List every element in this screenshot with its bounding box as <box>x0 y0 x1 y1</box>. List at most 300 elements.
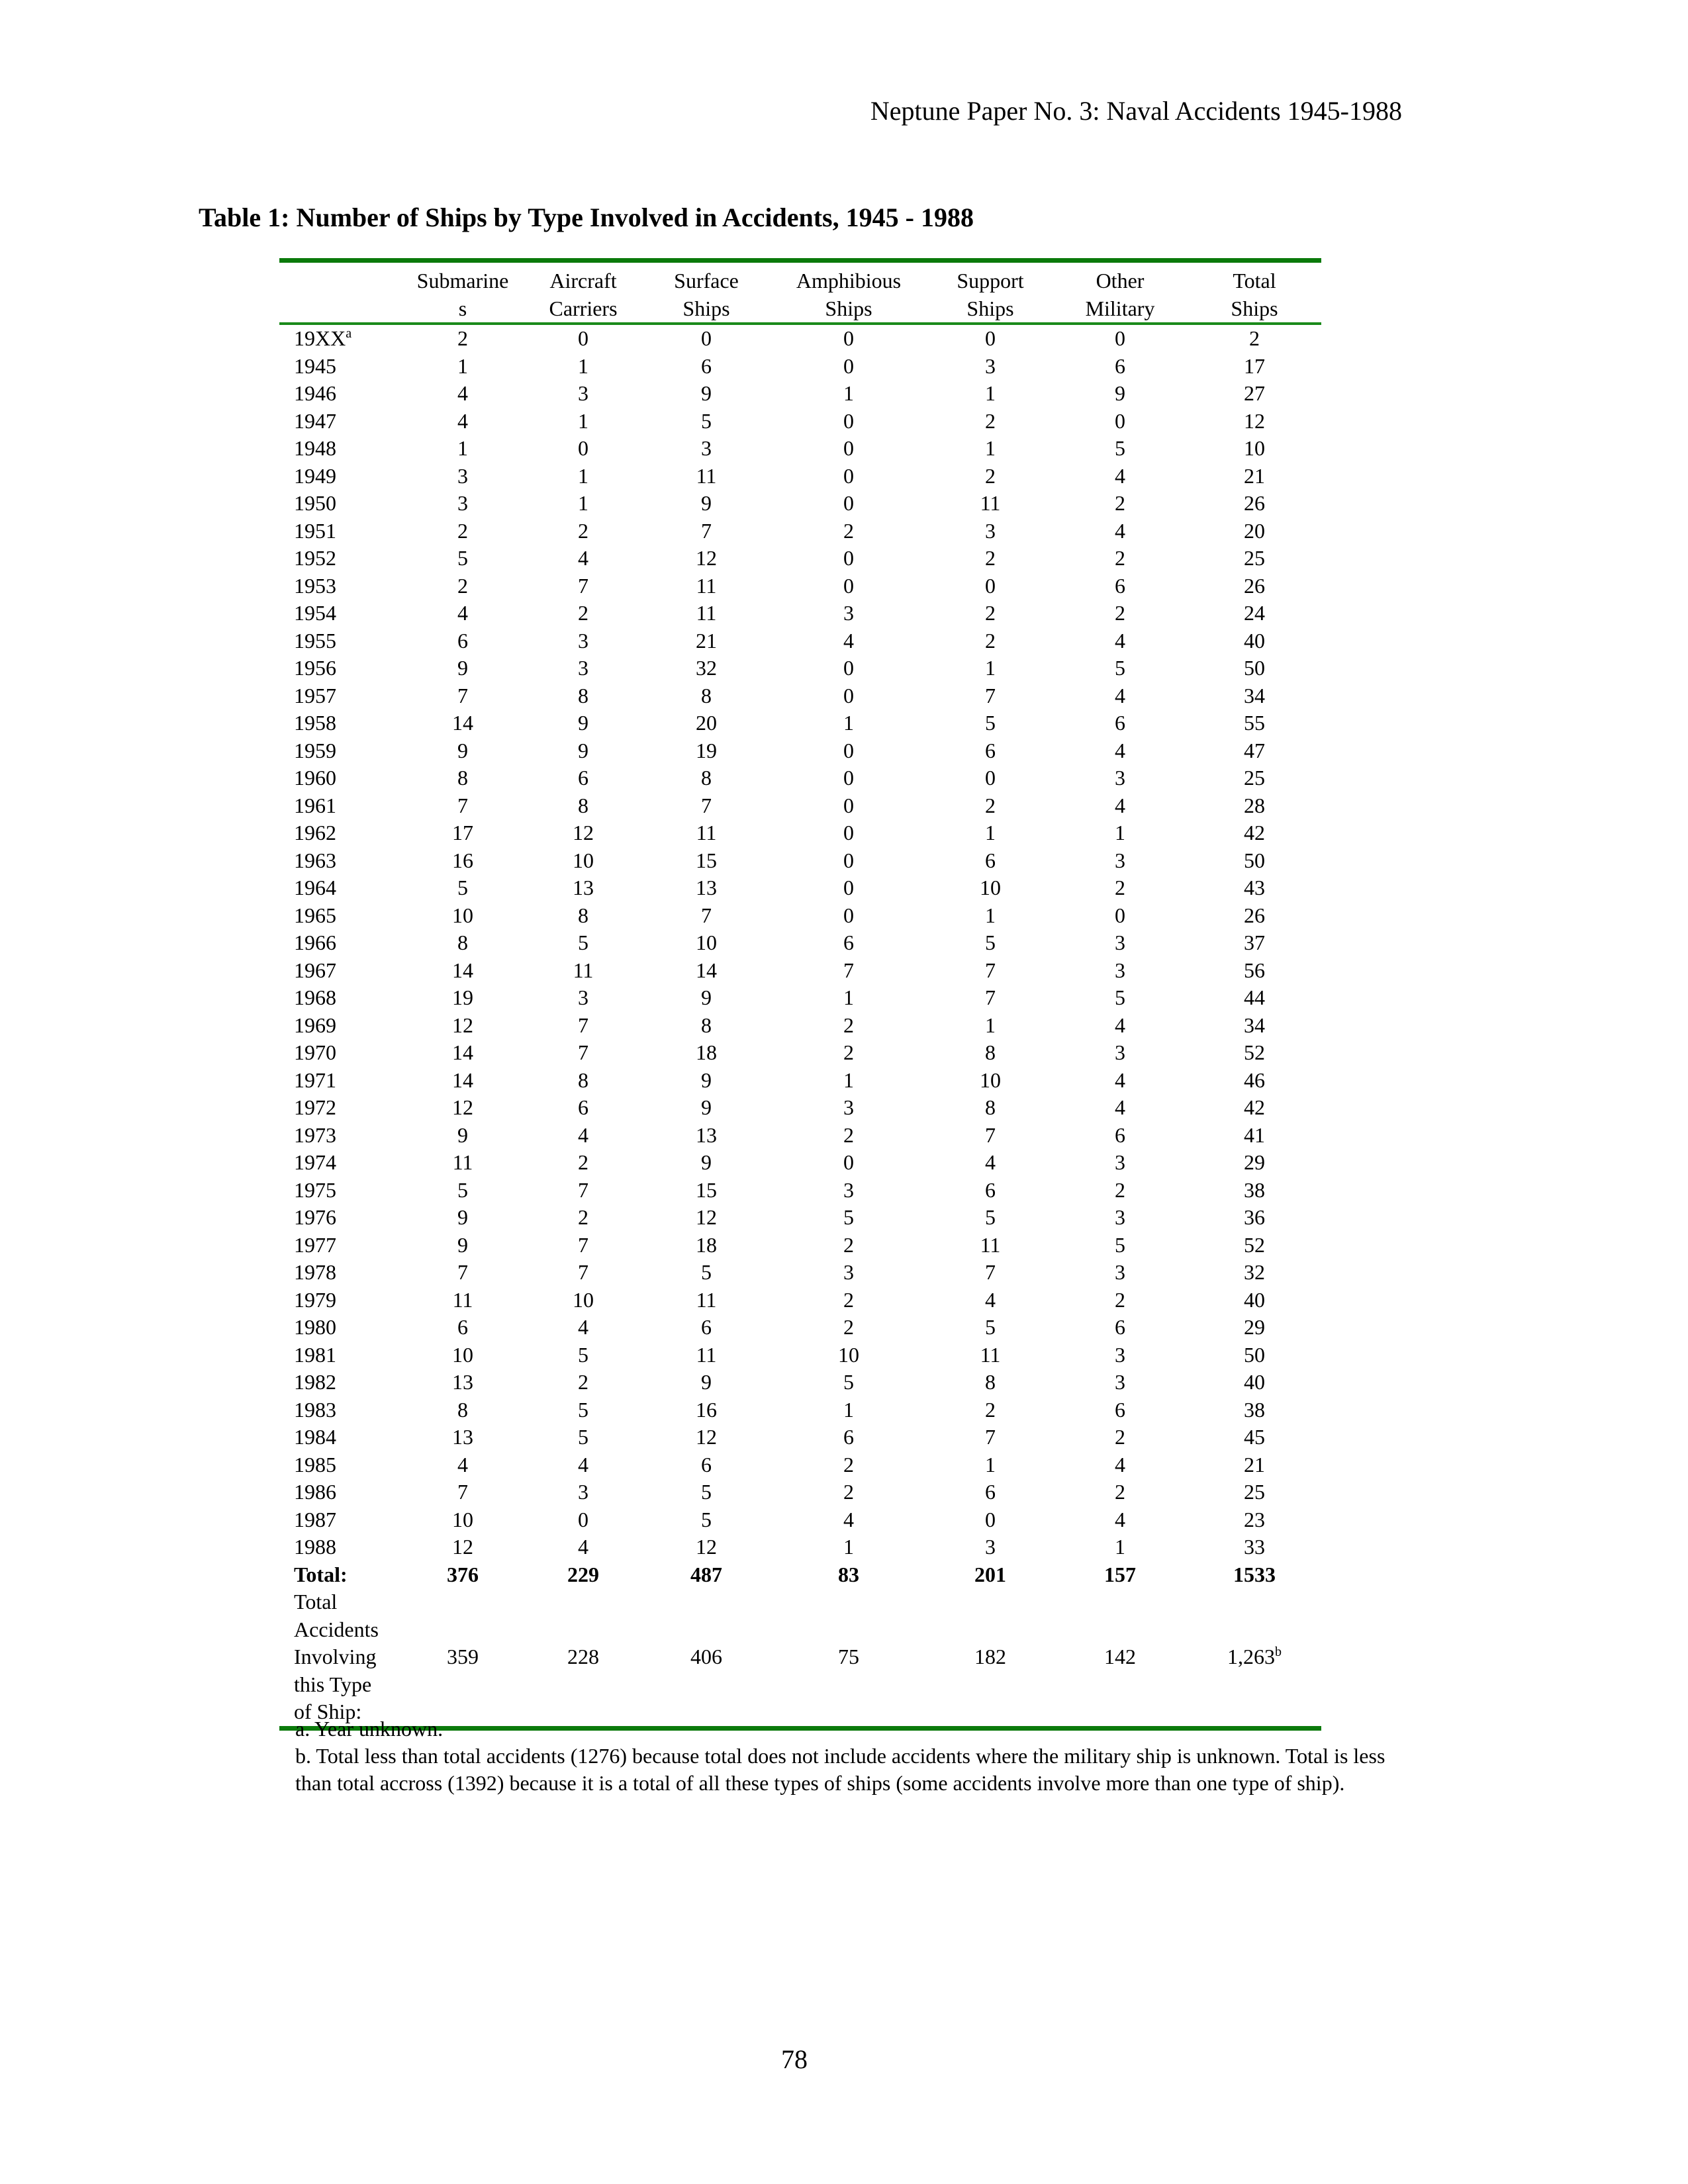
value-cell: 17 <box>1244 353 1265 378</box>
value-cell: 52 <box>1244 1040 1265 1064</box>
value-cell: 6 <box>1115 353 1125 378</box>
value-cell: 4 <box>578 1315 588 1339</box>
value-cell: 3 <box>1115 1342 1125 1367</box>
year-cell <box>279 957 402 985</box>
value-cell: 5 <box>701 408 712 433</box>
value-cell: 2 <box>1115 876 1125 899</box>
value-cell: 7 <box>578 1232 588 1257</box>
value-cell: 2 <box>578 1370 588 1394</box>
year-cell <box>279 1039 402 1067</box>
value-cell: 13 <box>452 1370 473 1394</box>
year-label: 1952 <box>294 546 336 570</box>
value-cell: 9 <box>701 1095 712 1119</box>
accidents-label-line: Total <box>294 1590 338 1614</box>
table-row <box>279 518 1321 545</box>
value-cell: 2 <box>985 628 996 653</box>
value-cell: 8 <box>701 1013 712 1037</box>
value-cell: 20 <box>696 711 717 735</box>
year-cell <box>279 572 402 600</box>
year-cell <box>279 463 402 490</box>
column-header-line2: Ships <box>825 296 872 320</box>
value-cell: 13 <box>696 1122 717 1147</box>
table-row <box>279 353 1321 381</box>
table-row <box>279 545 1321 572</box>
value-cell: 3 <box>701 436 712 460</box>
value-cell: 2 <box>985 408 996 433</box>
running-head: Neptune Paper No. 3: Naval Accidents 1945-1988 <box>870 96 1402 126</box>
year-cell <box>279 627 402 655</box>
value-cell: 0 <box>843 656 854 680</box>
year-cell <box>279 737 402 765</box>
year-label: 1969 <box>294 1013 336 1037</box>
value-cell: 8 <box>578 903 588 927</box>
table-row <box>279 1067 1321 1095</box>
value-cell: 0 <box>843 903 854 927</box>
value-cell: 3 <box>1115 766 1125 790</box>
year-cell <box>279 518 402 545</box>
value-cell: 12 <box>696 1425 717 1449</box>
table-row <box>279 1506 1321 1534</box>
year-label: 1965 <box>294 903 336 927</box>
table-row <box>279 600 1321 627</box>
value-cell: 15 <box>696 1177 717 1202</box>
footnote-marker: a <box>346 326 352 341</box>
value-cell: 12 <box>696 546 717 570</box>
value-cell: 11 <box>696 1342 717 1367</box>
value-cell: 5 <box>1115 1232 1125 1257</box>
value-cell: 3 <box>578 656 588 680</box>
value-cell: 5 <box>843 1205 854 1229</box>
value-cell: 19 <box>452 985 473 1009</box>
value-cell: 7 <box>985 958 996 982</box>
value-cell: 1 <box>578 408 588 433</box>
table-row <box>279 874 1321 902</box>
year-label: 1981 <box>294 1342 336 1367</box>
value-cell: 5 <box>457 546 468 570</box>
value-cell: 11 <box>696 573 717 598</box>
column-header <box>1188 261 1321 324</box>
value-cell: 9 <box>701 1370 712 1394</box>
value-cell: 1 <box>843 711 854 735</box>
value-cell: 14 <box>696 958 717 982</box>
table-row <box>279 1479 1321 1506</box>
table-row <box>279 1094 1321 1122</box>
value-cell: 15 <box>696 848 717 872</box>
year-cell <box>279 380 402 408</box>
value-cell: 4 <box>1115 518 1125 543</box>
year-cell <box>279 1122 402 1150</box>
value-cell: 6 <box>843 1425 854 1449</box>
value-cell: 5 <box>578 931 588 954</box>
table-row <box>279 737 1321 765</box>
value-cell: 12 <box>696 1535 717 1559</box>
value-cell: 3 <box>578 628 588 653</box>
year-label: 1971 <box>294 1068 336 1092</box>
accidents-value-cell <box>1188 1588 1321 1728</box>
year-cell <box>279 1287 402 1314</box>
year-label: 1986 <box>294 1480 336 1504</box>
value-cell: 9 <box>457 656 468 680</box>
value-cell: 18 <box>696 1040 717 1064</box>
value-cell: 0 <box>843 683 854 707</box>
column-header <box>928 261 1053 324</box>
value-cell: 6 <box>701 353 712 378</box>
value-cell: 7 <box>985 1260 996 1284</box>
year-cell <box>279 1479 402 1506</box>
value-cell: 1 <box>985 436 996 460</box>
value-cell: 9 <box>457 1205 468 1229</box>
table-row <box>279 902 1321 930</box>
value-cell: 3 <box>843 1177 854 1202</box>
value-cell: 40 <box>1244 1287 1265 1312</box>
year-cell <box>279 1342 402 1369</box>
value-cell: 6 <box>843 931 854 954</box>
value-cell: 52 <box>1244 1232 1265 1257</box>
table-row <box>279 1177 1321 1205</box>
year-label: 1974 <box>294 1150 336 1174</box>
value-cell: 5 <box>578 1425 588 1449</box>
accidents-value: 406 <box>690 1645 722 1668</box>
value-cell: 19 <box>696 738 717 762</box>
value-cell: 7 <box>578 1040 588 1064</box>
value-cell: 1 <box>985 1013 996 1037</box>
accidents-value-cell <box>643 1588 769 1728</box>
year-label: 1960 <box>294 766 336 790</box>
table-row <box>279 1039 1321 1067</box>
value-cell: 3 <box>985 353 996 378</box>
year-cell <box>279 1204 402 1232</box>
table-title: Table 1: Number of Ships by Type Involved in Accidents, 1945 - 1988 <box>199 203 974 232</box>
year-label: 1967 <box>294 958 336 982</box>
table-row <box>279 1342 1321 1369</box>
table-row <box>279 764 1321 792</box>
table-row <box>279 408 1321 435</box>
value-cell: 40 <box>1244 628 1265 653</box>
accidents-table <box>279 258 1321 1731</box>
value-cell: 2 <box>985 463 996 488</box>
value-cell: 2 <box>985 1397 996 1422</box>
year-cell <box>279 1149 402 1177</box>
value-cell: 6 <box>985 1480 996 1504</box>
value-cell: 1 <box>985 903 996 927</box>
year-label: 1987 <box>294 1507 336 1531</box>
table-row <box>279 463 1321 490</box>
year-cell <box>279 874 402 902</box>
value-cell: 2 <box>843 1315 854 1339</box>
value-cell: 2 <box>578 601 588 625</box>
year-label: 1959 <box>294 738 336 762</box>
total-value-cell: 83 <box>838 1562 859 1586</box>
value-cell: 9 <box>457 738 468 762</box>
value-cell: 3 <box>843 601 854 625</box>
value-cell: 7 <box>701 903 712 927</box>
value-cell: 38 <box>1244 1397 1265 1422</box>
year-cell <box>279 764 402 792</box>
value-cell: 14 <box>452 958 473 982</box>
value-cell: 11 <box>980 1342 1001 1367</box>
value-cell: 1 <box>457 353 468 378</box>
total-value-cell: 201 <box>974 1562 1006 1586</box>
value-cell: 4 <box>985 1150 996 1174</box>
value-cell: 1 <box>843 1397 854 1422</box>
total-label: Total: <box>294 1562 348 1586</box>
value-cell: 14 <box>452 1040 473 1064</box>
year-label: 1976 <box>294 1205 336 1229</box>
total-value-cell: 157 <box>1104 1562 1136 1586</box>
value-cell: 5 <box>985 1315 996 1339</box>
value-cell: 2 <box>578 1205 588 1229</box>
value-cell: 26 <box>1244 903 1265 927</box>
value-cell: 10 <box>452 1507 473 1531</box>
value-cell: 47 <box>1244 738 1265 762</box>
table-row <box>279 984 1321 1012</box>
value-cell: 4 <box>457 381 468 405</box>
value-cell: 7 <box>578 1260 588 1284</box>
value-cell: 0 <box>843 876 854 899</box>
value-cell: 28 <box>1244 793 1265 817</box>
accidents-value-cell <box>523 1588 643 1728</box>
value-cell: 38 <box>1244 1177 1265 1202</box>
value-cell: 0 <box>843 793 854 817</box>
value-cell: 1 <box>457 436 468 460</box>
year-label: 1948 <box>294 436 336 460</box>
year-cell <box>279 1259 402 1287</box>
value-cell: 34 <box>1244 1013 1265 1037</box>
value-cell: 18 <box>696 1232 717 1257</box>
year-label: 1954 <box>294 601 336 625</box>
value-cell: 1 <box>578 491 588 515</box>
year-cell <box>279 847 402 875</box>
value-cell: 29 <box>1244 1150 1265 1174</box>
value-cell: 16 <box>452 848 473 872</box>
accidents-value: 228 <box>567 1645 599 1668</box>
value-cell: 10 <box>838 1342 859 1367</box>
value-cell: 9 <box>457 1232 468 1257</box>
year-cell <box>279 545 402 572</box>
value-cell: 3 <box>1115 1205 1125 1229</box>
header-row <box>279 261 1321 324</box>
table-row <box>279 1396 1321 1424</box>
table-row <box>279 1122 1321 1150</box>
value-cell: 0 <box>843 408 854 433</box>
year-label: 1953 <box>294 573 336 598</box>
value-cell: 55 <box>1244 711 1265 735</box>
value-cell: 4 <box>843 628 854 653</box>
value-cell: 16 <box>696 1397 717 1422</box>
value-cell: 50 <box>1244 1342 1265 1367</box>
table-row <box>279 1451 1321 1479</box>
year-label: 1980 <box>294 1315 336 1339</box>
value-cell: 5 <box>701 1480 712 1504</box>
column-header-line2: Ships <box>682 296 730 320</box>
value-cell: 3 <box>1115 931 1125 954</box>
value-cell: 14 <box>452 711 473 735</box>
value-cell: 5 <box>1115 985 1125 1009</box>
table-row <box>279 655 1321 682</box>
value-cell: 2 <box>457 326 468 350</box>
value-cell: 6 <box>1115 1122 1125 1147</box>
value-cell: 10 <box>696 931 717 954</box>
value-cell: 4 <box>1115 1452 1125 1477</box>
year-label: 1982 <box>294 1370 336 1394</box>
value-cell: 2 <box>843 1232 854 1257</box>
year-label: 1945 <box>294 353 336 378</box>
value-cell: 8 <box>985 1040 996 1064</box>
table-row <box>279 819 1321 847</box>
value-cell: 2 <box>457 573 468 598</box>
accidents-label-line: of Ship: <box>294 1700 362 1723</box>
value-cell: 8 <box>457 766 468 790</box>
table-row <box>279 929 1321 957</box>
value-cell: 6 <box>985 1177 996 1202</box>
value-cell: 6 <box>1115 573 1125 598</box>
value-cell: 25 <box>1244 766 1265 790</box>
value-cell: 7 <box>985 1122 996 1147</box>
year-cell <box>279 682 402 710</box>
column-header-line1: Total <box>1233 269 1276 293</box>
value-cell: 0 <box>1115 903 1125 927</box>
year-cell <box>279 1094 402 1122</box>
value-cell: 50 <box>1244 656 1265 680</box>
value-cell: 9 <box>578 738 588 762</box>
column-header-line1: Support <box>957 269 1024 293</box>
accidents-value-cell <box>1053 1588 1188 1728</box>
value-cell: 4 <box>1115 463 1125 488</box>
year-label: 1962 <box>294 821 336 844</box>
value-cell: 0 <box>1115 408 1125 433</box>
value-cell: 7 <box>701 518 712 543</box>
value-cell: 21 <box>1244 1452 1265 1477</box>
value-cell: 2 <box>843 1480 854 1504</box>
column-header-line1: Other <box>1096 269 1145 293</box>
value-cell: 4 <box>578 546 588 570</box>
value-cell: 42 <box>1244 821 1265 844</box>
value-cell: 2 <box>457 518 468 543</box>
value-cell: 3 <box>1115 1370 1125 1394</box>
accidents-value: 359 <box>447 1645 479 1668</box>
value-cell: 8 <box>701 683 712 707</box>
value-cell: 50 <box>1244 848 1265 872</box>
value-cell: 21 <box>696 628 717 653</box>
value-cell: 7 <box>985 1425 996 1449</box>
year-label: 1950 <box>294 491 336 515</box>
value-cell: 4 <box>1115 1095 1125 1119</box>
value-cell: 11 <box>980 491 1001 515</box>
value-cell: 12 <box>573 821 594 844</box>
column-header-line2: Ships <box>966 296 1014 320</box>
value-cell: 56 <box>1244 958 1265 982</box>
year-cell <box>279 324 402 353</box>
value-cell: 5 <box>578 1397 588 1422</box>
value-cell: 3 <box>985 1535 996 1559</box>
year-label: 1988 <box>294 1535 336 1559</box>
value-cell: 2 <box>1115 1177 1125 1202</box>
value-cell: 2 <box>843 1013 854 1037</box>
accidents-label-line: this Type <box>294 1672 372 1696</box>
value-cell: 43 <box>1244 876 1265 899</box>
value-cell: 5 <box>985 1205 996 1229</box>
year-cell <box>279 929 402 957</box>
value-cell: 10 <box>452 1342 473 1367</box>
year-label: 1963 <box>294 848 336 872</box>
table-row <box>279 1314 1321 1342</box>
table-row <box>279 380 1321 408</box>
value-cell: 6 <box>985 738 996 762</box>
value-cell: 9 <box>701 491 712 515</box>
value-cell: 2 <box>1115 546 1125 570</box>
year-label: 1949 <box>294 463 336 488</box>
year-label: 1961 <box>294 793 336 817</box>
year-label: 1977 <box>294 1232 336 1257</box>
value-cell: 2 <box>843 1122 854 1147</box>
footnote-b: b. Total less than total accidents (1276) because total does not include accidents where the military ship is unknown. Total is less than total accross (1392) because it is a total of all these types of ships (some accidents involve more than one type of ship). <box>295 1744 1385 1795</box>
value-cell: 0 <box>985 1507 996 1531</box>
value-cell: 13 <box>696 876 717 899</box>
value-cell: 12 <box>696 1205 717 1229</box>
value-cell: 6 <box>701 1452 712 1477</box>
value-cell: 2 <box>1115 491 1125 515</box>
year-cell <box>279 902 402 930</box>
column-header-line2: Carriers <box>549 296 618 320</box>
value-cell: 11 <box>696 821 717 844</box>
value-cell: 36 <box>1244 1205 1265 1229</box>
table-row <box>279 1204 1321 1232</box>
year-label: 1947 <box>294 408 336 433</box>
year-label: 1956 <box>294 656 336 680</box>
value-cell: 5 <box>457 1177 468 1202</box>
year-label: 1972 <box>294 1095 336 1119</box>
value-cell: 0 <box>578 1507 588 1531</box>
value-cell: 7 <box>701 793 712 817</box>
year-cell <box>279 1012 402 1040</box>
value-cell: 0 <box>843 463 854 488</box>
value-cell: 3 <box>578 1480 588 1504</box>
value-cell: 1 <box>985 656 996 680</box>
value-cell: 3 <box>1115 1150 1125 1174</box>
value-cell: 4 <box>1115 738 1125 762</box>
value-cell: 10 <box>980 876 1001 899</box>
value-cell: 9 <box>701 381 712 405</box>
value-cell: 2 <box>1115 601 1125 625</box>
value-cell: 25 <box>1244 546 1265 570</box>
table-row <box>279 627 1321 655</box>
value-cell: 1 <box>578 463 588 488</box>
value-cell: 7 <box>578 573 588 598</box>
value-cell: 11 <box>696 463 717 488</box>
year-cell <box>279 1067 402 1095</box>
table-row <box>279 1424 1321 1451</box>
column-header <box>769 261 928 324</box>
value-cell: 11 <box>452 1150 473 1174</box>
column-header-line2: Military <box>1085 296 1155 320</box>
value-cell: 2 <box>843 1287 854 1312</box>
value-cell: 0 <box>843 573 854 598</box>
accidents-value: 182 <box>974 1645 1006 1668</box>
value-cell: 10 <box>573 848 594 872</box>
value-cell: 10 <box>1244 436 1265 460</box>
year-cell <box>279 1506 402 1534</box>
table-body <box>279 324 1321 1728</box>
value-cell: 4 <box>1115 793 1125 817</box>
value-cell: 2 <box>578 518 588 543</box>
accidents-value-cell <box>769 1588 928 1728</box>
value-cell: 3 <box>1115 1040 1125 1064</box>
value-cell: 11 <box>573 958 594 982</box>
value-cell: 0 <box>985 766 996 790</box>
value-cell: 5 <box>1115 436 1125 460</box>
value-cell: 3 <box>457 463 468 488</box>
value-cell: 0 <box>985 573 996 598</box>
